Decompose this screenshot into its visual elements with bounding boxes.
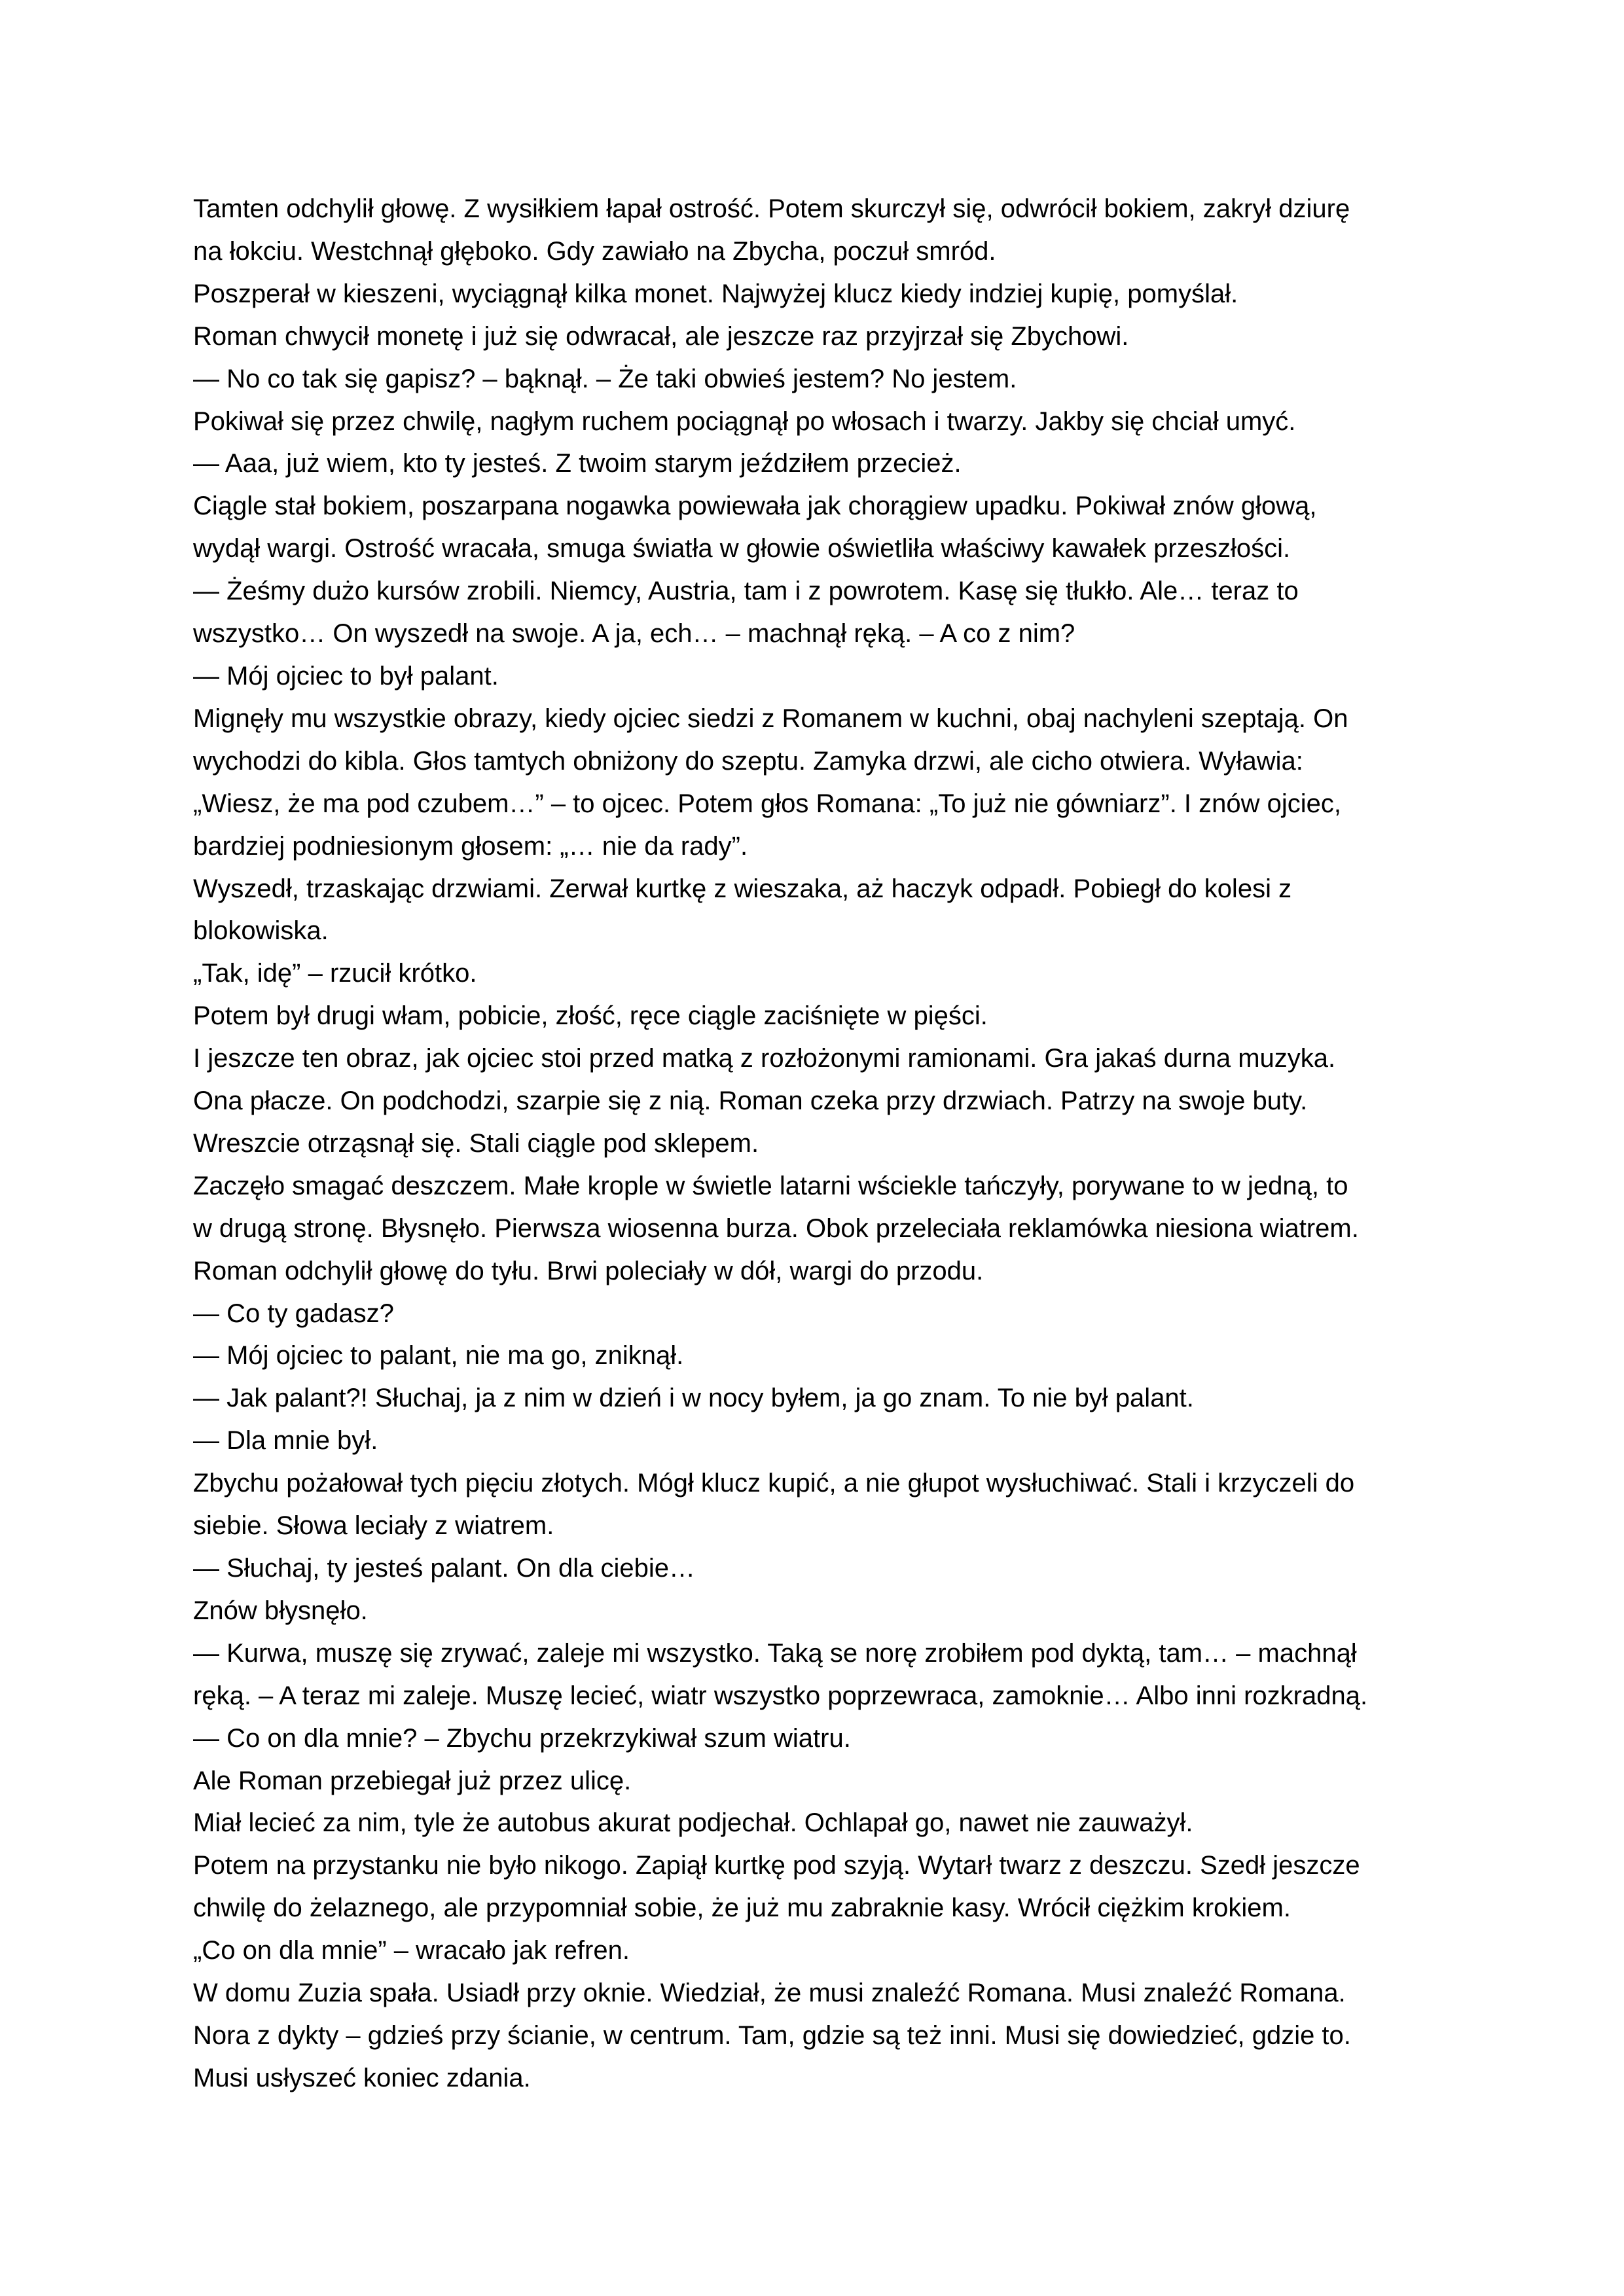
text-line: „Tak, idę” – rzucił krótko. — [193, 959, 477, 988]
text-line: — Aaa, już wiem, kto ty jesteś. Z twoim starym jeździłem przecież. — [193, 449, 962, 478]
text-line: Poszperał w kieszeni, wyciągnął kilka monet. Najwyżej klucz kiedy indziej kupię, pomyślał. — [193, 279, 1238, 308]
text-line: Wreszcie otrząsnął się. Stali ciągle pod sklepem. — [193, 1128, 759, 1158]
text-line: Tamten odchylił głowę. Z wysiłkiem łapał ostrość. Potem skurczył się, odwrócił bokiem, zakrył dziurę — [193, 194, 1350, 223]
text-line: — Dla mnie był. — [193, 1426, 378, 1456]
text-line: wszystko… On wyszedł na swoje. A ja, ech… – machnął ręką. – A co z nim? — [193, 619, 1075, 649]
text-line: Wyszedł, trzaskając drzwiami. Zerwał kurtkę z wieszaka, aż haczyk odpadł. Pobiegł do kolesi z — [193, 874, 1292, 903]
text-line: Ciągle stał bokiem, poszarpana nogawka powiewała jak chorągiew upadku. Pokiwał znów głową, — [193, 492, 1317, 521]
text-line: Potem na przystanku nie było nikogo. Zapiął kurtkę pod szyją. Wytarł twarz z deszczu. Szedł jeszcze — [193, 1851, 1360, 1880]
text-line: w drugą stronę. Błysnęło. Pierwsza wiosenna burza. Obok przeleciała reklamówka niesiona wiatrem. — [193, 1213, 1359, 1243]
text-line: I jeszcze ten obraz, jak ojciec stoi przed matką z rozłożonymi ramionami. Gra jakaś durna muzyka. — [193, 1044, 1336, 1073]
text-line: „Wiesz, że ma pod czubem…” – to ojcec. Potem głos Romana: „To już nie gówniarz”. I znów ojciec, — [193, 789, 1342, 818]
text-line: — Co ty gadasz? — [193, 1299, 394, 1328]
text-line: bardziej podniesionym głosem: „… nie da rady”. — [193, 831, 748, 861]
text-line: na łokciu. Westchnął głęboko. Gdy zawiało na Zbycha, poczuł smród. — [193, 236, 996, 266]
text-line: Pokiwał się przez chwilę, nagłym ruchem pociągnął po włosach i twarzy. Jakby się chciał umyć. — [193, 406, 1296, 436]
text-line: chwilę do żelaznego, ale przypomniał sobie, że już mu zabraknie kasy. Wrócił ciężkim krokiem. — [193, 1893, 1291, 1923]
text-line: Zbychu pożałował tych pięciu złotych. Mógł klucz kupić, a nie głupot wysłuchiwać. Stali i krzyczeli do — [193, 1469, 1355, 1498]
text-line: — Jak palant?! Słuchaj, ja z nim w dzień i w nocy byłem, ja go znam. To nie był palant. — [193, 1384, 1194, 1413]
text-line: Miał lecieć za nim, tyle że autobus akurat podjechał. Ochlapał go, nawet nie zauważył. — [193, 1808, 1193, 1838]
text-line: „Co on dla mnie” – wracało jak refren. — [193, 1936, 630, 1965]
text-line: Ale Roman przebiegał już przez ulicę. — [193, 1766, 632, 1795]
text-line: wychodzi do kibla. Głos tamtych obniżony do szeptu. Zamyka drzwi, ale cicho otwiera. Wyławia: — [193, 746, 1303, 776]
text-line: wydął wargi. Ostrość wracała, smuga światła w głowie oświetliła właściwy kawałek przeszłości. — [193, 534, 1291, 564]
text-line: siebie. Słowa leciały z wiatrem. — [193, 1511, 554, 1541]
text-line: Ona płacze. On podchodzi, szarpie się z nią. Roman czeka przy drzwiach. Patrzy na swoje buty. — [193, 1086, 1308, 1116]
text-line: — Słuchaj, ty jesteś palant. On dla ciebie… — [193, 1554, 696, 1583]
text-line: — Co on dla mnie? – Zbychu przekrzykiwał szum wiatru. — [193, 1723, 851, 1753]
text-line: Zaczęło smagać deszczem. Małe krople w świetle latarni wściekle tańczyły, porywane to w jedną, to — [193, 1171, 1348, 1200]
text-line: — Żeśmy dużo kursów zrobili. Niemcy, Austria, tam i z powrotem. Kasę się tłukło. Ale… teraz to — [193, 577, 1299, 606]
text-line: ręką. – A teraz mi zaleje. Muszę lecieć, wiatr wszystko poprzewraca, zamoknie… Albo inni rozkradną. — [193, 1681, 1368, 1710]
text-line: — Mój ojciec to palant, nie ma go, zniknął. — [193, 1341, 684, 1371]
text-line: — Mój ojciec to był palant. — [193, 661, 499, 691]
text-line: Nora z dykty – gdzieś przy ścianie, w centrum. Tam, gdzie są też inni. Musi się dowiedzieć, gdzie to. — [193, 2020, 1351, 2050]
text-line: blokowiska. — [193, 916, 329, 946]
text-line: — No co tak się gapisz? – bąknął. – Że taki obwieś jestem? No jestem. — [193, 364, 1017, 393]
text-line: Roman odchylił głowę do tyłu. Brwi poleciały w dół, wargi do przodu. — [193, 1256, 984, 1285]
document-text-block — [193, 188, 1434, 2100]
text-line: Potem był drugi włam, pobicie, złość, ręce ciągle zaciśnięte w pięści. — [193, 1001, 988, 1031]
text-line: W domu Zuzia spała. Usiadł przy oknie. Wiedział, że musi znaleźć Romana. Musi znaleźć Romana. — [193, 1979, 1346, 2008]
text-line: Mignęły mu wszystkie obrazy, kiedy ojciec siedzi z Romanem w kuchni, obaj nachyleni szeptają. On — [193, 704, 1348, 733]
text-line: — Kurwa, muszę się zrywać, zaleje mi wszystko. Taką se norę zrobiłem pod dyktą, tam… – machnął — [193, 1638, 1357, 1668]
text-line: Roman chwycił monetę i już się odwracał, ale jeszcze raz przyjrzał się Zbychowi. — [193, 321, 1129, 351]
text-line: Znów błysnęło. — [193, 1596, 368, 1625]
text-line: Musi usłyszeć koniec zdania. — [193, 2063, 531, 2092]
